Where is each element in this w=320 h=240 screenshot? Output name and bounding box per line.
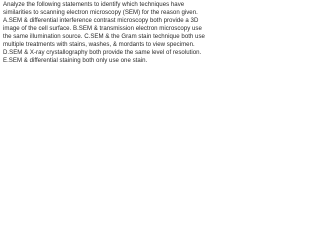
option-c: C.SEM & the Gram stain technique both use multiple treatments with stains, washes, & mordants to view specimen. — [3, 32, 205, 48]
question-text — [3, 1, 210, 65]
option-d: D.SEM & X-ray crystallography both provide the same level of resolution. — [3, 48, 202, 56]
option-b: B.SEM & transmission electron microscopy use the same illumination source. — [3, 24, 202, 40]
option-a: A.SEM & differential interference contrast microscopy both provide a 3D image of the cell surface. — [3, 16, 199, 32]
question-card — [0, 0, 213, 88]
question-stem: Analyze the following statements to identify which techniques have similarities to scanning electron microscopy (SEM) for the reason given. — [3, 1, 198, 16]
option-e: E.SEM & differential staining both only use one stain. — [3, 56, 148, 64]
